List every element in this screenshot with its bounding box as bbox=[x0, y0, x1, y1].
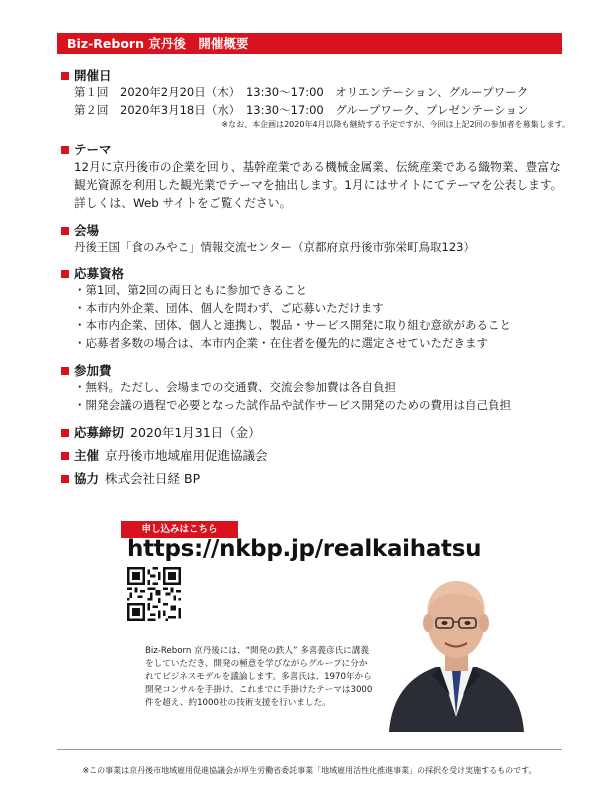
fee-item: ・開発会議の過程で必要となった試作品や試作サービス開発のための費用は自己負担 bbox=[74, 397, 511, 412]
cooperation-heading: 協力 bbox=[74, 471, 100, 486]
eligibility-item: ・第1回、第2回の両日ともに参加できること bbox=[74, 283, 308, 297]
eligibility-item: ・応募者多数の場合は、本市内企業・在住者を優先的に選定させていただきます bbox=[74, 335, 488, 350]
deadline-section bbox=[61, 424, 570, 441]
eligibility-item: ・本市内企業、団体、個人と連携し、製品・サービス開発に取り組む意欲があること bbox=[74, 318, 511, 332]
venue-heading: 会場 bbox=[61, 222, 570, 239]
session-1: 第１回 2020年2月20日（木） 13:30～17:00 オリエンテーション、グループワーク bbox=[74, 85, 529, 99]
bullet-square-icon bbox=[61, 367, 69, 375]
schedule-heading: 開催日 bbox=[61, 67, 570, 84]
bullet-square-icon bbox=[61, 146, 69, 154]
fee-section bbox=[61, 362, 570, 414]
fee-item: ・無料。ただし、会場までの交通費、交流会参加費は各自負担 bbox=[74, 380, 396, 394]
bullet-square-icon bbox=[61, 72, 69, 80]
schedule-section bbox=[61, 67, 570, 131]
theme-text: 12月に京丹後市の企業を回り、基幹産業である機械金属業、伝統産業である織物業、豊富な観光資源を利用した観光業でテーマを抽出します。1月にはサイトにてテーマを公表します。詳しくは、Web サイトをご覧ください。 bbox=[74, 160, 563, 210]
deadline-heading: 応募締切 bbox=[74, 425, 125, 440]
instructor-photo bbox=[384, 567, 529, 732]
fee-heading: 参加費 bbox=[61, 362, 570, 379]
bullet-square-icon bbox=[61, 452, 69, 460]
organizer-value: 京丹後市地域雇用促進協議会 bbox=[105, 448, 268, 463]
apply-badge: 申し込みはこちら bbox=[121, 521, 238, 538]
qr-code-icon[interactable] bbox=[127, 567, 181, 621]
venue-section bbox=[61, 222, 570, 257]
eligibility-section bbox=[61, 265, 570, 352]
schedule-note: ※なお、本企画は2020年4月以降も継続する予定ですが、今回は上記2回の参加者を募集します。 bbox=[221, 120, 570, 129]
footer-divider bbox=[57, 749, 562, 750]
footer-note: ※この事業は京丹後市地域雇用促進協議会が厚生労働省委託事業「地域雇用活性化推進事業」の採択を受け実施するものです。 bbox=[82, 766, 537, 775]
organizer-section bbox=[61, 447, 570, 464]
theme-heading: テーマ bbox=[61, 141, 570, 158]
bullet-square-icon bbox=[61, 429, 69, 437]
eligibility-heading: 応募資格 bbox=[61, 265, 570, 282]
theme-section bbox=[61, 141, 570, 212]
organizer-heading: 主催 bbox=[74, 448, 100, 463]
instructor-profile-text: Biz-Reborn 京丹後には、“開発の鉄人” 多喜義彦氏に講義をしていただき、開発の極意を学びながらグループに分かれてビジネスモデルを議論します。多喜氏は、1970年から開発コンサルを手掛け、これまでに手掛けたテーマは3000件を超え、約1000社の技術支援を行いました。 bbox=[145, 646, 373, 708]
venue-text: 丹後王国「食のみやこ」情報交流センター（京都府京丹後市弥栄町鳥取123） bbox=[74, 240, 475, 254]
session-2: 第２回 2020年3月18日（水） 13:30～17:00 グループワーク、プレゼンテーション bbox=[74, 102, 529, 117]
apply-url-link[interactable]: https://nkbp.jp/realkaihatsu bbox=[127, 536, 482, 562]
page-banner: Biz-Reborn 京丹後 開催概要 bbox=[57, 33, 562, 54]
cooperation-section bbox=[61, 470, 570, 487]
eligibility-item: ・本市内外企業、団体、個人を問わず、ご応募いただけます bbox=[74, 300, 384, 315]
bullet-square-icon bbox=[61, 475, 69, 483]
deadline-value: 2020年1月31日（金） bbox=[130, 425, 261, 440]
cooperation-value: 株式会社日経 BP bbox=[105, 471, 201, 486]
bullet-square-icon bbox=[61, 270, 69, 278]
bullet-square-icon bbox=[61, 227, 69, 235]
